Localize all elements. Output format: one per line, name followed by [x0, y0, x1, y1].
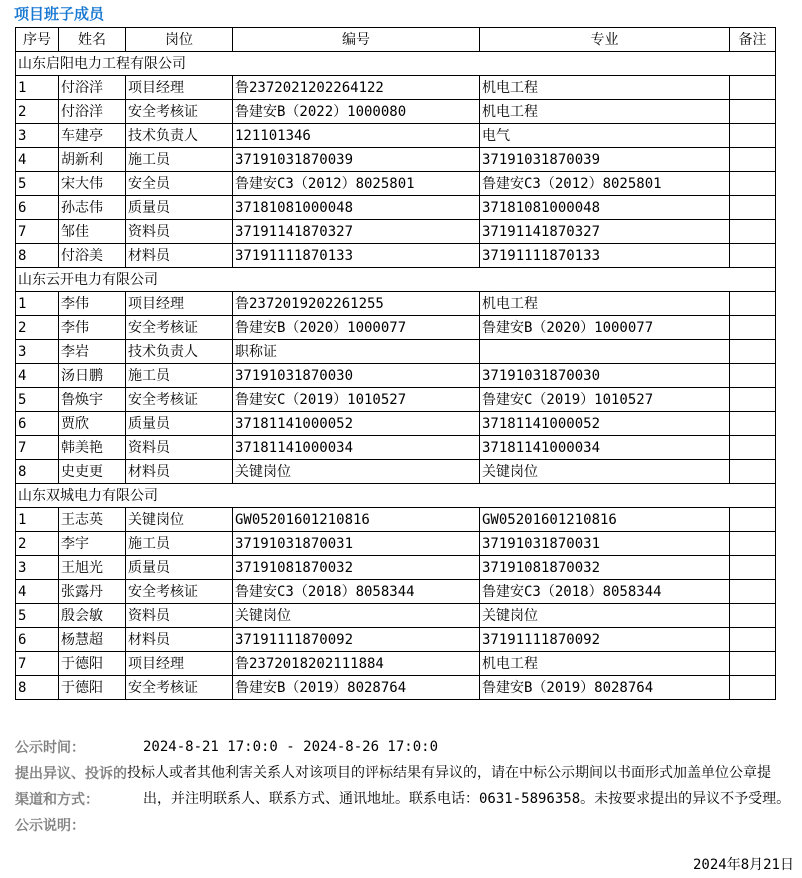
cell-name: 邹佳	[59, 220, 126, 244]
cell-specialty: 37181141000034	[480, 436, 730, 460]
cell-number: 关键岗位	[233, 460, 480, 484]
cell-index: 5	[16, 604, 59, 628]
cell-position: 安全考核证	[126, 676, 233, 700]
cell-remark	[730, 580, 776, 604]
cell-position: 施工员	[126, 148, 233, 172]
cell-index: 1	[16, 76, 59, 100]
member-row	[16, 292, 776, 316]
member-row	[16, 76, 776, 100]
cell-specialty: 机电工程	[480, 100, 730, 124]
cell-position: 材料员	[126, 628, 233, 652]
cell-number: 37191031870039	[233, 148, 480, 172]
cell-name: 孙志伟	[59, 196, 126, 220]
cell-number: 鲁2372021202264122	[233, 76, 480, 100]
member-row	[16, 628, 776, 652]
cell-name: 王志英	[59, 508, 126, 532]
cell-name: 于德阳	[59, 652, 126, 676]
cell-position: 安全考核证	[126, 316, 233, 340]
cell-index: 6	[16, 412, 59, 436]
cell-remark	[730, 340, 776, 364]
cell-position: 资料员	[126, 604, 233, 628]
company-row	[16, 268, 776, 292]
header-remark: 备注	[730, 28, 776, 52]
cell-position: 材料员	[126, 460, 233, 484]
cell-specialty: 37191031870030	[480, 364, 730, 388]
cell-name: 韩美艳	[59, 436, 126, 460]
cell-index: 1	[16, 508, 59, 532]
cell-index: 3	[16, 340, 59, 364]
member-row	[16, 676, 776, 700]
cell-position: 施工员	[126, 364, 233, 388]
cell-position: 项目经理	[126, 292, 233, 316]
cell-remark	[730, 412, 776, 436]
company-name: 山东启阳电力工程有限公司	[16, 52, 776, 76]
company-name: 山东云开电力有限公司	[16, 268, 776, 292]
member-row	[16, 364, 776, 388]
cell-name: 杨慧超	[59, 628, 126, 652]
company-row	[16, 484, 776, 508]
member-row	[16, 508, 776, 532]
cell-specialty: 关键岗位	[480, 460, 730, 484]
cell-position: 质量员	[126, 412, 233, 436]
cell-number: GW05201601210816	[233, 508, 480, 532]
cell-specialty: 鲁建安C3（2018）8058344	[480, 580, 730, 604]
cell-number: 鲁建安B（2020）1000077	[233, 316, 480, 340]
member-row	[16, 316, 776, 340]
cell-name: 宋大伟	[59, 172, 126, 196]
objection-line-1	[0, 760, 802, 786]
cell-name: 李伟	[59, 292, 126, 316]
footer-section	[0, 734, 802, 878]
cell-remark	[730, 460, 776, 484]
member-row	[16, 100, 776, 124]
cell-specialty: 机电工程	[480, 76, 730, 100]
objection-line-2	[0, 786, 802, 812]
cell-specialty: 37191031870039	[480, 148, 730, 172]
cell-specialty: 37191111870133	[480, 244, 730, 268]
cell-remark	[730, 100, 776, 124]
cell-number: 鲁建安C3（2018）8058344	[233, 580, 480, 604]
cell-name: 李宇	[59, 532, 126, 556]
cell-specialty: 37191111870092	[480, 628, 730, 652]
cell-remark	[730, 604, 776, 628]
cell-specialty: 鲁建安B（2019）8028764	[480, 676, 730, 700]
member-row	[16, 652, 776, 676]
publicity-time-line	[0, 734, 802, 760]
member-row	[16, 580, 776, 604]
cell-position: 质量员	[126, 556, 233, 580]
header-index: 序号	[16, 28, 59, 52]
cell-index: 7	[16, 436, 59, 460]
objection-text-line2: 出，并注明联系人、联系方式、通讯地址。联系电话：0631-5896358。未按要求提出的异议不予受理。	[143, 791, 791, 807]
cell-name: 于德阳	[59, 676, 126, 700]
company-name: 山东双城电力有限公司	[16, 484, 776, 508]
member-row	[16, 556, 776, 580]
cell-name: 李伟	[59, 316, 126, 340]
member-row	[16, 220, 776, 244]
cell-number: 37191031870031	[233, 532, 480, 556]
cell-index: 7	[16, 220, 59, 244]
cell-specialty: 37191031870031	[480, 532, 730, 556]
cell-remark	[730, 532, 776, 556]
cell-specialty: 关键岗位	[480, 604, 730, 628]
cell-specialty: 电气	[480, 124, 730, 148]
cell-position: 技术负责人	[126, 340, 233, 364]
member-row	[16, 172, 776, 196]
cell-position: 质量员	[126, 196, 233, 220]
cell-index: 2	[16, 100, 59, 124]
cell-specialty: 鲁建安C3（2012）8025801	[480, 172, 730, 196]
cell-index: 8	[16, 460, 59, 484]
cell-index: 7	[16, 652, 59, 676]
cell-name: 付浴美	[59, 244, 126, 268]
member-row	[16, 460, 776, 484]
cell-index: 4	[16, 148, 59, 172]
member-row	[16, 388, 776, 412]
cell-remark	[730, 124, 776, 148]
cell-specialty: 37181081000048	[480, 196, 730, 220]
cell-name: 王旭光	[59, 556, 126, 580]
cell-index: 5	[16, 172, 59, 196]
cell-name: 汤日鹏	[59, 364, 126, 388]
cell-name: 张露丹	[59, 580, 126, 604]
cell-remark	[730, 652, 776, 676]
member-row	[16, 244, 776, 268]
cell-name: 胡新利	[59, 148, 126, 172]
cell-position: 安全考核证	[126, 388, 233, 412]
cell-specialty: 机电工程	[480, 652, 730, 676]
members-table-body	[16, 52, 776, 700]
cell-name: 鲁焕宇	[59, 388, 126, 412]
member-row	[16, 436, 776, 460]
member-row	[16, 532, 776, 556]
cell-number: 鲁建安C（2019）1010527	[233, 388, 480, 412]
cell-number: 37191031870030	[233, 364, 480, 388]
cell-number: 鲁建安B（2022）1000080	[233, 100, 480, 124]
member-row	[16, 604, 776, 628]
cell-specialty: 37191141870327	[480, 220, 730, 244]
cell-remark	[730, 388, 776, 412]
header-name: 姓名	[59, 28, 126, 52]
member-row	[16, 148, 776, 172]
cell-specialty: 37181141000052	[480, 412, 730, 436]
cell-number: 37191141870327	[233, 220, 480, 244]
cell-number: 121101346	[233, 124, 480, 148]
cell-remark	[730, 676, 776, 700]
cell-number: 37181081000048	[233, 196, 480, 220]
cell-index: 4	[16, 364, 59, 388]
cell-number: 职称证	[233, 340, 480, 364]
cell-position: 材料员	[126, 244, 233, 268]
cell-remark	[730, 76, 776, 100]
cell-name: 殷会敏	[59, 604, 126, 628]
cell-position: 技术负责人	[126, 124, 233, 148]
cell-position: 资料员	[126, 220, 233, 244]
cell-number: 37191111870092	[233, 628, 480, 652]
objection-label-line2: 渠道和方式：	[15, 791, 99, 807]
cell-specialty: 鲁建安B（2020）1000077	[480, 316, 730, 340]
member-row	[16, 412, 776, 436]
cell-remark	[730, 628, 776, 652]
cell-index: 8	[16, 676, 59, 700]
members-table	[15, 27, 776, 700]
cell-position: 施工员	[126, 532, 233, 556]
publish-date: 2024年8月21日	[692, 857, 794, 873]
cell-name: 李岩	[59, 340, 126, 364]
cell-position: 项目经理	[126, 652, 233, 676]
cell-remark	[730, 220, 776, 244]
page-title: 项目班子成员	[14, 6, 105, 23]
cell-index: 1	[16, 292, 59, 316]
cell-index: 2	[16, 532, 59, 556]
cell-remark	[730, 172, 776, 196]
cell-specialty: 机电工程	[480, 292, 730, 316]
cell-position: 关键岗位	[126, 508, 233, 532]
cell-specialty: GW05201601210816	[480, 508, 730, 532]
publicity-time-value: 2024-8-21 17:0:0 - 2024-8-26 17:0:0	[143, 739, 439, 755]
cell-index: 3	[16, 124, 59, 148]
cell-index: 6	[16, 628, 59, 652]
member-row	[16, 124, 776, 148]
cell-name: 史吏更	[59, 460, 126, 484]
cell-name: 付浴洋	[59, 100, 126, 124]
cell-remark	[730, 364, 776, 388]
cell-remark	[730, 556, 776, 580]
cell-remark	[730, 292, 776, 316]
cell-remark	[730, 316, 776, 340]
cell-index: 4	[16, 580, 59, 604]
cell-number: 37181141000052	[233, 412, 480, 436]
notes-label: 公示说明：	[15, 817, 85, 833]
objection-text-line1: 投标人或者其他利害关系人对该项目的评标结果有异议的，请在中标公示期间以书面形式加盖单位公章提	[127, 765, 771, 781]
member-row	[16, 196, 776, 220]
cell-number: 鲁2372018202111884	[233, 652, 480, 676]
cell-number: 鲁2372019202261255	[233, 292, 480, 316]
cell-name: 付浴洋	[59, 76, 126, 100]
cell-index: 6	[16, 196, 59, 220]
cell-remark	[730, 508, 776, 532]
cell-remark	[730, 196, 776, 220]
notes-line	[0, 812, 802, 838]
cell-number: 鲁建安B（2019）8028764	[233, 676, 480, 700]
publicity-time-label: 公示时间：	[15, 739, 85, 755]
header-specialty: 专业	[480, 28, 730, 52]
cell-number: 鲁建安C3（2012）8025801	[233, 172, 480, 196]
cell-position: 安全员	[126, 172, 233, 196]
cell-position: 安全考核证	[126, 100, 233, 124]
cell-index: 3	[16, 556, 59, 580]
cell-specialty	[480, 340, 730, 364]
cell-position: 项目经理	[126, 76, 233, 100]
cell-specialty: 37191081870032	[480, 556, 730, 580]
member-row	[16, 340, 776, 364]
cell-number: 关键岗位	[233, 604, 480, 628]
cell-position: 资料员	[126, 436, 233, 460]
cell-remark	[730, 436, 776, 460]
company-row	[16, 52, 776, 76]
cell-specialty: 鲁建安C（2019）1010527	[480, 388, 730, 412]
cell-number: 37181141000034	[233, 436, 480, 460]
cell-number: 37191111870133	[233, 244, 480, 268]
header-number: 编号	[233, 28, 480, 52]
cell-index: 8	[16, 244, 59, 268]
cell-position: 安全考核证	[126, 580, 233, 604]
header-position: 岗位	[126, 28, 233, 52]
objection-label-line1: 提出异议、投诉的	[15, 765, 127, 781]
cell-number: 37191081870032	[233, 556, 480, 580]
cell-remark	[730, 148, 776, 172]
cell-index: 2	[16, 316, 59, 340]
cell-name: 车建亭	[59, 124, 126, 148]
cell-remark	[730, 244, 776, 268]
cell-index: 5	[16, 388, 59, 412]
cell-name: 贾欣	[59, 412, 126, 436]
table-header-row	[16, 28, 776, 52]
